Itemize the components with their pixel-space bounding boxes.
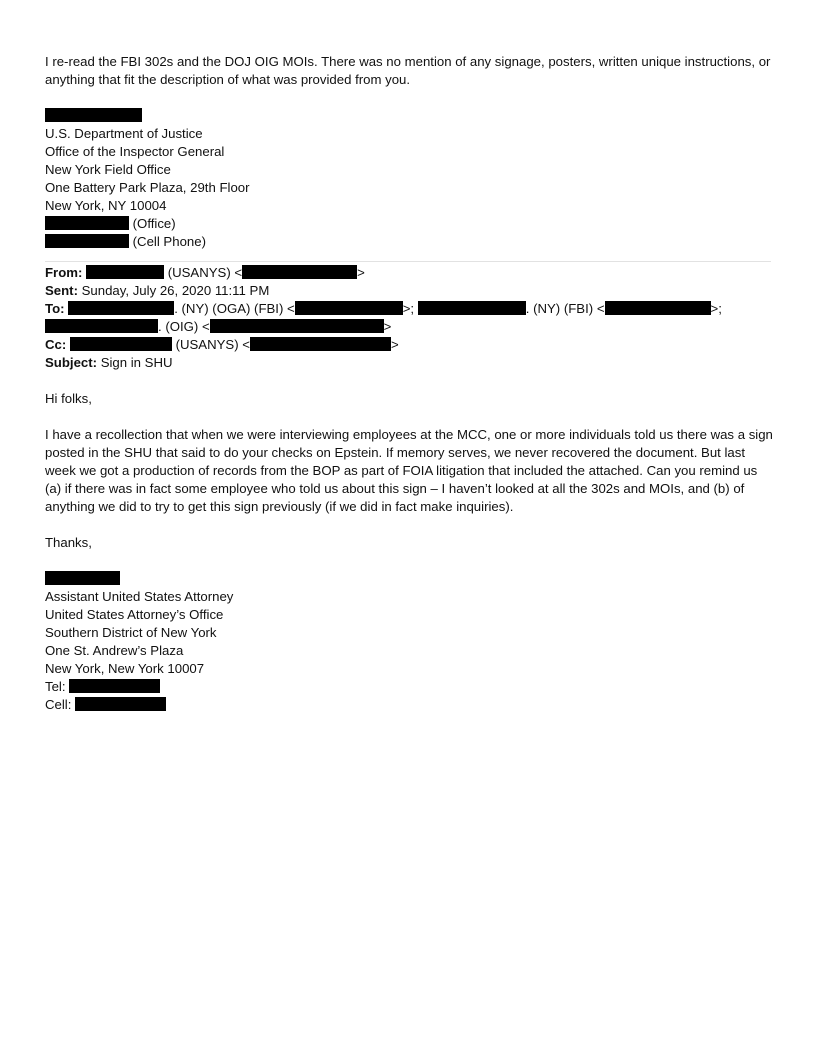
cell-line (45, 696, 773, 714)
redaction-cell-phone (45, 234, 129, 248)
cell-label: Cell: (45, 697, 72, 712)
sender-sig-line4: One St. Andrew’s Plaza (45, 643, 184, 658)
to-seg2: >; (402, 301, 418, 316)
redaction-to-name-3 (45, 319, 158, 333)
redaction-to-email-2 (605, 301, 711, 315)
to-line-continued (45, 318, 773, 336)
sender-sig-line5: New York, New York 10007 (45, 661, 205, 676)
redaction-to-email-1 (295, 301, 403, 315)
reply-sig-line4: One Battery Park Plaza, 29th Floor (45, 180, 250, 195)
from-close: > (357, 265, 365, 280)
redaction-to-name-1 (68, 301, 174, 315)
to-seg4: >; (710, 301, 722, 316)
reply-sig-line5: New York, NY 10004 (45, 198, 167, 213)
redaction-cell (75, 697, 166, 711)
subject-value: Sign in SHU (97, 355, 173, 370)
sent-line (45, 282, 773, 300)
header-divider (45, 261, 771, 262)
redaction-sender-name (45, 571, 120, 585)
sender-sig-line1: Assistant United States Attorney (45, 589, 234, 604)
subject-line (45, 354, 773, 372)
office-suffix: (Office) (129, 216, 176, 231)
redaction-from-email (242, 265, 357, 279)
cc-close: > (390, 337, 399, 352)
message-body: I have a recollection that when we were interviewing employees at the MCC, one or more individuals told us there was a sign posted in the SHU that said to do your checks on Epstein. If memory serves, we never recovered the document. But last week we got a production of records from the BOP as part of FOIA litigation that included the attached. Can you remind us (a) if there was in fact some employee who told us about this sign – I haven’t looked at all the 302s and MOIs, and (b) of anything we did to try to get this sign previously (if we did in fact make inquiries). (45, 427, 773, 514)
to-seg3: . (NY) (FBI) < (525, 301, 605, 316)
greeting: Hi folks, (45, 391, 92, 406)
closing: Thanks, (45, 535, 92, 550)
sender-sig-line2: United States Attorney’s Office (45, 607, 224, 622)
from-line (45, 264, 773, 282)
cc-line (45, 336, 773, 354)
redaction-name (45, 108, 142, 122)
redaction-from-name (86, 265, 164, 279)
reply-sig-line3: New York Field Office (45, 162, 171, 177)
redaction-cc-email (250, 337, 391, 351)
email-document (45, 53, 773, 714)
tel-line (45, 678, 773, 696)
redaction-to-email-3 (210, 319, 384, 333)
redaction-office-phone (45, 216, 129, 230)
reply-body: I re-read the FBI 302s and the DOJ OIG MOIs. There was no mention of any signage, posters, written unique instructions, or anything that fit the description of what was provided from you. (45, 54, 771, 87)
redaction-tel (69, 679, 160, 693)
sent-value: Sunday, July 26, 2020 11:11 PM (77, 283, 270, 298)
redaction-to-name-2 (418, 301, 526, 315)
from-suffix: (USANYS) < (164, 265, 243, 280)
to-seg5: . (OIG) < (158, 319, 210, 334)
redaction-cc-name (70, 337, 172, 351)
cc-suffix: (USANYS) < (171, 337, 250, 352)
reply-sig-line2: Office of the Inspector General (45, 144, 225, 159)
from-label: From: (45, 265, 83, 280)
reply-sig-line1: U.S. Department of Justice (45, 126, 203, 141)
to-seg1: . (NY) (OGA) (FBI) < (174, 301, 295, 316)
to-label: To: (45, 301, 65, 316)
sent-label: Sent: (45, 283, 78, 298)
tel-label: Tel: (45, 679, 66, 694)
cc-label: Cc: (45, 337, 67, 352)
to-close: > (383, 319, 392, 334)
to-line (45, 300, 773, 318)
cell-suffix: (Cell Phone) (129, 234, 206, 249)
sender-sig-line3: Southern District of New York (45, 625, 217, 640)
subject-label: Subject: (45, 355, 98, 370)
